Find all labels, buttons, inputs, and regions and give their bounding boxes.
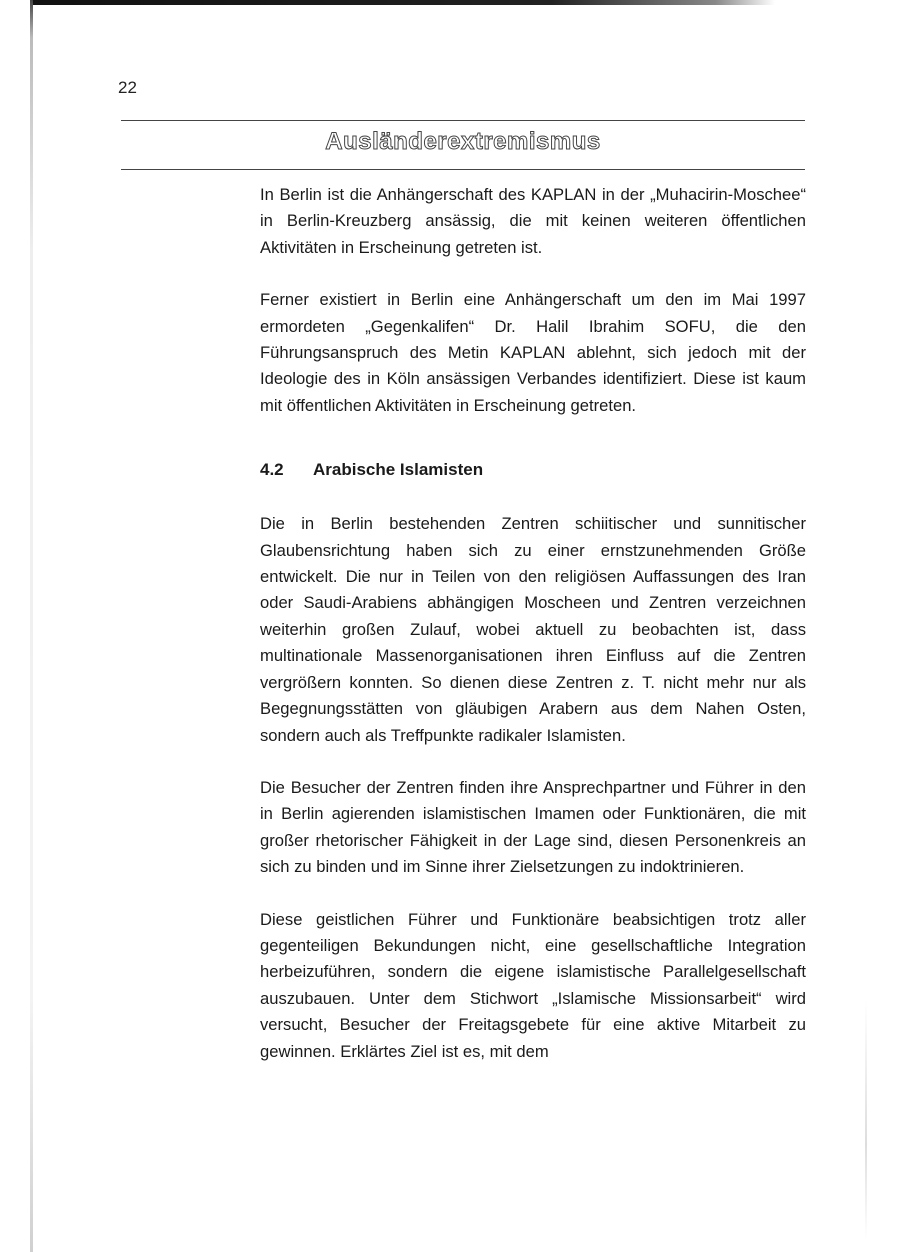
running-header: Ausländerextremismus bbox=[325, 128, 601, 155]
paragraph: Die in Berlin bestehenden Zentren schiitischer und sunnitischer Glaubensrichtung haben sich zu einer ernstzunehmenden Größe entwickelt. Die nur in Teilen von den religiösen Auffassungen des Iran oder Saudi-Arabiens abhängigen Moscheen und Zentren verzeichnen weiterhin großen Zulauf, wobei aktuell zu beobachten ist, dass multinationale Massenorganisationen ihren Einfluss auf die Zentren vergrößern konnten. So dienen diese Zentren z. T. nicht mehr nur als Begegnungsstätten von gläubigen Arabern aus dem Nahen Osten, sondern auch als Treffpunkte radikaler Islamisten. bbox=[260, 514, 806, 745]
header-rule-top bbox=[121, 120, 805, 121]
scan-left-edge bbox=[30, 0, 33, 1252]
paragraph: Die Besucher der Zentren finden ihre Ansprechpartner und Führer in den in Berlin agierenden islamistischen Imamen oder Funktionären, die mit großer rhetorischer Fähigkeit in der Lage sind, diesen Personenkreis an sich zu binden und im Sinne ihrer Zielsetzungen zu indoktrinieren. bbox=[260, 777, 806, 877]
paragraph: In Berlin ist die Anhängerschaft des KAPLAN in der „Muhacirin-Moschee“ in Berlin-Kreuzberg ansässig, die mit keinen weiteren öffentlichen Aktivitäten in Erscheinung getreten ist. bbox=[260, 185, 806, 257]
paragraph: Diese geistlichen Führer und Funktionäre beabsichtigen trotz aller gegenteiligen Bekundungen nicht, eine gesellschaftliche Integration herbeizuführen, sondern die eigene islamistische Parallelgesellschaft auszubauen. Unter dem Stichwort „Islamische Missionsarbeit“ wird versucht, Besucher der Freitagsgebete für eine aktive Mitarbeit zu gewinnen. Erklärtes Ziel ist es, mit dem bbox=[260, 909, 806, 1061]
section-title: Arabische Islamisten bbox=[313, 460, 484, 480]
body-text bbox=[260, 182, 806, 1065]
header-rule-bottom bbox=[121, 169, 805, 170]
section-number: 4.2 bbox=[260, 460, 284, 480]
scan-right-edge bbox=[865, 1000, 867, 1240]
scan-top-edge bbox=[30, 0, 775, 5]
page-number: 22 bbox=[118, 78, 137, 97]
paragraph: Ferner existiert in Berlin eine Anhängerschaft um den im Mai 1997 ermordeten „Gegenkalifen“ Dr. Halil Ibrahim SOFU, die den Führungsanspruch des Metin KAPLAN ablehnt, sich jedoch mit der Ideologie des in Köln ansässigen Verbandes identifiziert. Diese ist kaum mit öffentlichen Aktivitäten in Erscheinung getreten. bbox=[260, 290, 806, 415]
section-heading bbox=[260, 457, 806, 483]
